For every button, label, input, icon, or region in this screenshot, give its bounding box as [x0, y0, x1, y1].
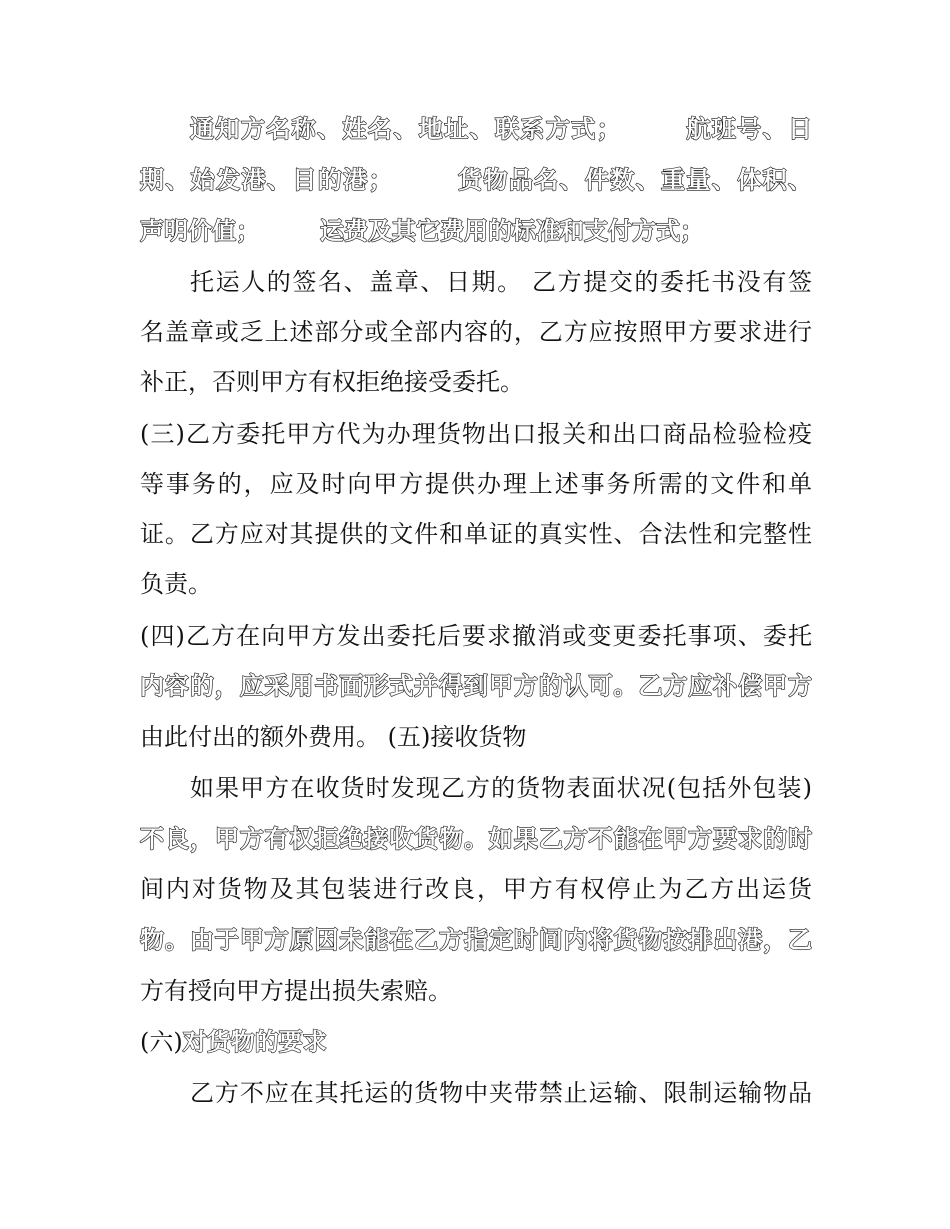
text-line: (三)乙方委托甲方代为办理货物出口报关和出口商品检验检疫 [140, 420, 812, 448]
text-line: 期、始发港、目的港； 货物品名、件数、重量、体积、 [140, 165, 812, 194]
text-line: 内容的，应采用书面形式并得到甲方的认可。乙方应补偿甲方 [140, 671, 812, 700]
text-line: 由此付出的额外费用。 (五)接收货物 [140, 723, 527, 751]
text-line: (四)乙方在向甲方发出委托后要求撤消或变更委托事项、委托 [140, 622, 812, 650]
text-line: 等事务的，应及时向甲方提供办理上述事务所需的文件和单 [140, 470, 812, 498]
text-line: 负责。 [140, 570, 212, 598]
text-line: 证。乙方应对其提供的文件和单证的真实性、合法性和完整性 [140, 520, 812, 548]
text-line: 乙方不应在其托运的货物中夹带禁止运输、限制运输物品 [190, 1079, 812, 1107]
text-line: 补正，否则甲方有权拒绝接受委托。 [140, 368, 524, 396]
text-line: 物。由于甲方原因未能在乙方指定时间内将货物按排出港，乙 [140, 925, 812, 954]
text-line: 不良，甲方有权拒绝接收货物。如果乙方不能在甲方要求的时 [140, 824, 812, 853]
text-line: 声明价值； 运费及其它费用的标准和支付方式； [140, 216, 704, 245]
text-line: 通知方名称、姓名、地址、联系方式； 航班号、日 [190, 114, 812, 143]
text-line: 名盖章或乏上述部分或全部内容的，乙方应按照甲方要求进行 [140, 318, 812, 346]
heading-number: (六) [140, 1028, 183, 1056]
text-line: 托运人的签名、盖章、日期。 乙方提交的委托书没有签 [190, 268, 812, 296]
text-line: 间内对货物及其包装进行改良，甲方有权停止为乙方出运货 [140, 875, 812, 903]
heading-line [140, 1022, 812, 1062]
text-line: 方有授向甲方提出损失索赔。 [140, 977, 452, 1005]
text-line: 如果甲方在收货时发现乙方的货物表面状况(包括外包装) [190, 774, 812, 802]
heading-text: 对货物的要求 [182, 1027, 327, 1056]
